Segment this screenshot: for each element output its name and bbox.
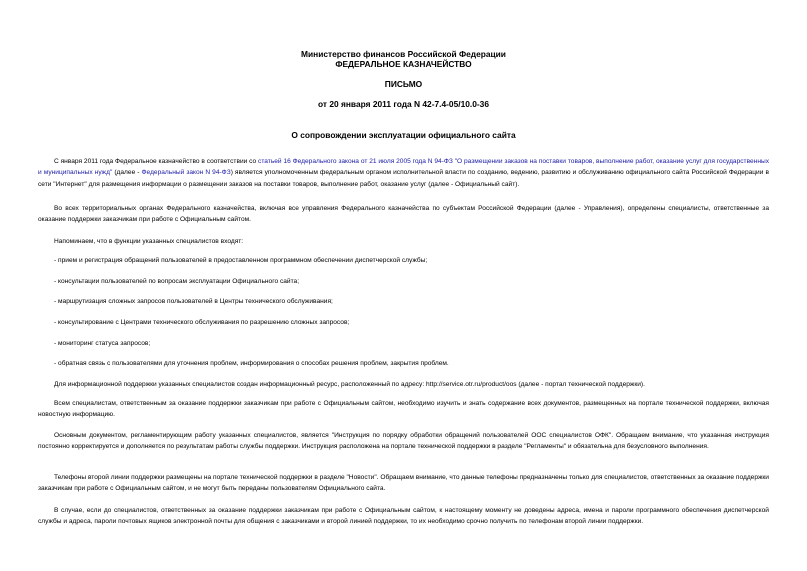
- intro-text-b: (далее -: [112, 169, 142, 177]
- paragraph-phones: Телефоны второй линии поддержки размещены на портале технической поддержки в разделе "Новости". Обращаем внимание, что данные телефоны предназначены только для специалистов, ответственных за оказание поддержки заказчикам при работе с Официальным сайтом, и не могут быть переданы пользователям Официального сайта.: [38, 474, 769, 493]
- list-item: - мониторинг статуса запросов;: [54, 340, 151, 347]
- list-item: - маршрутизация сложных запросов пользователей в Центры технического обслуживания;: [54, 298, 333, 305]
- paragraph-functions-intro: Напоминаем, что в функции указанных специалистов входят:: [54, 238, 244, 245]
- law-article-link[interactable]: статьей 16 Федерального закона от 21 июля 2005 года N 94-ФЗ "О размещении заказов на поставки товаров, выполнение работ, оказание услуг для государственных и муниципальных нужд": [38, 158, 769, 177]
- ministry-title: Министерство финансов Российской Федерации: [301, 49, 506, 59]
- document-subject: О сопровождении эксплуатации официального сайта: [291, 130, 516, 140]
- document-type: ПИСЬМО: [384, 79, 423, 89]
- agency-title: ФЕДЕРАЛЬНОЕ КАЗНАЧЕЙСТВО: [335, 59, 472, 69]
- paragraph-instruction: Основным документом, регламентирующим работу указанных специалистов, является "Инструкция по порядку обработки обращений пользователей ООС специалистов ОФК". Обращаем внимание, что указанная инструкция постоянно корректируется и дополняется по результатам работы службы поддержки. Инструкция расположена на портале технической поддержки в разделе "Регламенты" и обязательна для безусловного выполнения.: [38, 432, 769, 451]
- document-date-number: от 20 января 2011 года N 42-7.4-05/10.0-36: [318, 99, 489, 109]
- law-short-link[interactable]: Федеральный закон N 94-ФЗ: [141, 169, 231, 177]
- list-item: - консультации пользователей по вопросам эксплуатации Официального сайта;: [54, 278, 300, 285]
- list-item: - консультирование с Центрами технического обслуживания по разрешению сложных запросов;: [54, 319, 350, 326]
- paragraph-specialists: Во всех территориальных органах Федерального казначейства, включая все управления Федерального казначейства по субъектам Российской Федерации (далее - Управления), определены специалисты, ответственные за оказание поддержки заказчикам при работе с Официальным сайтом.: [38, 205, 769, 224]
- paragraph-credentials: В случае, если до специалистов, ответственных за оказание поддержки заказчикам при работе с Официальным сайтом, к настоящему моменту не доведены адреса, имена и пароли программного обеспечения диспетчерской службы и адреса, пароли почтовых ящиков электронной почты для общения с заказчиками и второй линией поддержки, то их необходимо срочно получить по телефонам второй линии поддержки.: [38, 507, 769, 526]
- intro-text-a: С января 2011 года Федеральное казначейство в соответствии со: [54, 158, 259, 165]
- paragraph-intro: [38, 156, 769, 190]
- list-item: - прием и регистрация обращений пользователей в предоставленном программном обеспечении диспетчерской службы;: [54, 257, 428, 264]
- list-item: - обратная связь с пользователями для уточнения проблем, информирования о способах решения проблем, закрытия проблем.: [54, 360, 449, 367]
- paragraph-study-docs: Всем специалистам, ответственным за оказание поддержки заказчикам при работе с Официальным сайтом, необходимо изучить и знать содержание всех документов, размещенных на портале технической поддержки, включая новостную информацию.: [38, 400, 769, 419]
- paragraph-portal: Для информационной поддержки указанных специалистов создан информационный ресурс, расположенный по адресу: http://service.otr.ru/product/oos (далее - портал технической поддержки).: [54, 381, 645, 388]
- intro-text-c: ) является уполномоченным федеральным органом исполнительной власти по созданию, ведению, развитию и обслуживанию официального сайта Российской Федерации в сети "Интернет" для размещения информации о размещении заказов на поставки товаров, выполнение работ, оказание услуг (далее - Официальный сайт).: [38, 169, 769, 188]
